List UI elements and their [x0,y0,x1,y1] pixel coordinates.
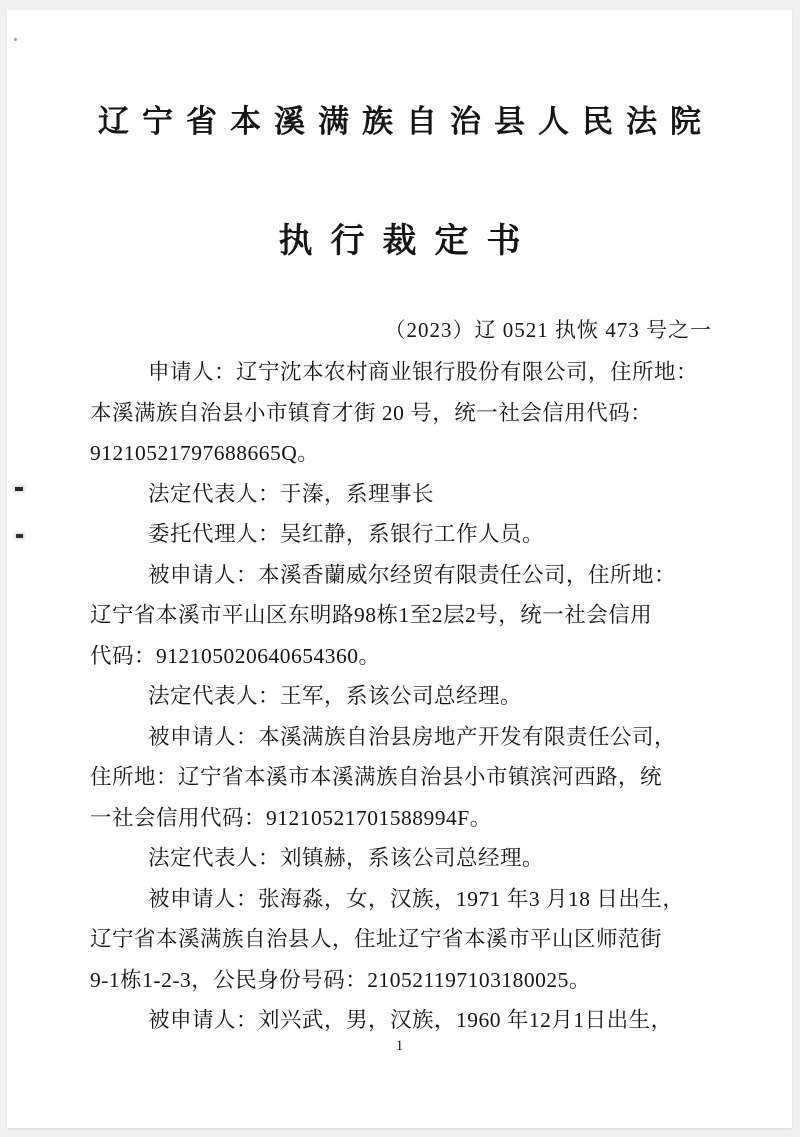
body-line: 代码：912105020640654360。 [90,643,381,668]
body-line: 辽宁省本溪满族自治县人，住址辽宁省本溪市平山区师范街 [90,927,663,951]
body-line: 本溪满族自治县小市镇育才街 20 号，统一社会信用代码： [90,400,653,425]
document-body [90,352,716,1041]
body-line: 被申请人：本溪满族自治县房地产开发有限责任公司， [148,724,677,749]
page-number: 1 [395,1038,404,1054]
body-line: 委托代理人：吴红静，系银行工作人员。 [148,522,545,546]
body-line: 被申请人：张海淼，女，汉族，1971 年3 月18 日出生， [148,886,685,911]
left-edge-binding-mark [15,487,23,491]
scan-speck-artifact [14,38,17,41]
document-title: 执行裁定书 [278,223,539,260]
left-edge-binding-mark [16,534,23,538]
court-name-title: 辽宁省本溪满族自治县人民法院 [98,104,714,139]
body-line: 住所地：辽宁省本溪市本溪满族自治县小市镇滨河西路，统 [90,765,663,789]
body-line: 法定代表人：于溱，系理事长 [148,481,435,506]
body-line: 辽宁省本溪市平山区东明路98栋1至2层2号，统一社会信用 [90,603,653,627]
body-line: 9-1栋1-2-3，公民身份号码：210521197103180025。 [90,967,591,992]
case-number: （2023）辽 0521 执恢 473 号之一 [384,318,712,342]
body-line: 被申请人：刘兴武，男，汉族，1960 年12月1日出生， [148,1008,673,1032]
body-line: 申请人：辽宁沈本农村商业银行股份有限公司，住所地： [148,360,699,384]
body-line: 法定代表人：刘镇赫，系该公司总经理。 [148,846,545,870]
body-line: 91210521797688665Q。 [90,441,320,465]
document-page [7,10,792,1128]
body-line: 被申请人：本溪香蘭威尔经贸有限责任公司，住所地： [148,562,677,587]
body-line: 法定代表人：王军，系该公司总经理。 [148,684,523,708]
body-line: 一社会信用代码：91210521701588994F。 [90,805,492,830]
